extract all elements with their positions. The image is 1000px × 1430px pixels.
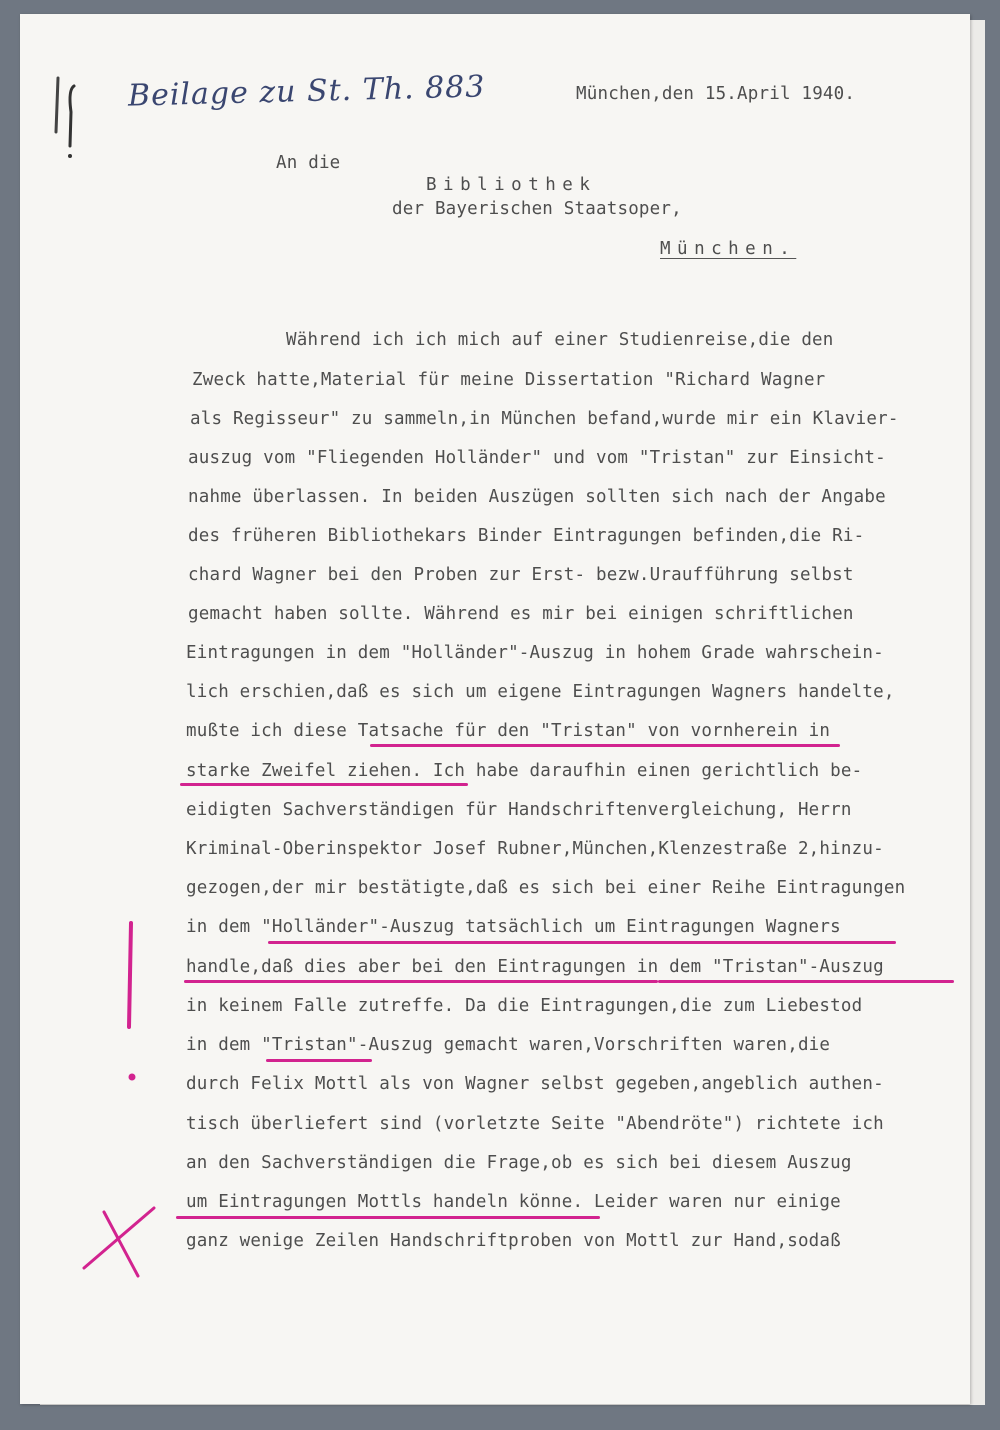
exclamation-mark [116, 919, 146, 1099]
body-line: um Eintragungen Mottls handeln könne. Leider waren nur einige [186, 1192, 841, 1212]
body-line: lich erschien,daß es sich um eigene Eintragungen Wagners handelte, [186, 682, 895, 702]
body-line: chard Wagner bei den Proben zur Erst- bezw.Uraufführung selbst [188, 565, 854, 585]
body-line: tisch überliefert sind (vorletzte Seite "Abendröte") richtete ich [186, 1114, 884, 1134]
highlight-underline [266, 1059, 372, 1062]
letter-page [20, 14, 970, 1404]
highlight-underline [184, 980, 658, 983]
highlight-underline [176, 1216, 600, 1219]
recipient-line-3: der Bayerischen Staatsoper, [392, 199, 682, 219]
body-line: als Regisseur" zu sammeln,in München befand,wurde mir ein Klavier- [190, 409, 899, 429]
body-line: mußte ich diese Tatsache für den "Tristan" von vornherein in [186, 721, 831, 741]
body-line: Während ich ich mich auf einer Studienreise,die den [286, 330, 834, 350]
body-line: ganz wenige Zeilen Handschriftproben von Mottl zur Hand,sodaß [186, 1231, 841, 1251]
date-line: München,den 15.April 1940. [576, 84, 856, 104]
body-line: des früheren Bibliothekars Binder Eintragungen befinden,die Ri- [188, 526, 865, 546]
bracket-mark [48, 72, 88, 172]
recipient-line-4: München. [660, 239, 797, 259]
body-line: eidigten Sachverständigen für Handschriftenvergleichung, Herrn [186, 800, 852, 820]
body-line: handle,daß dies aber bei den Eintragungen in dem "Tristan"-Auszug [186, 957, 884, 977]
recipient-line-1: An die [276, 153, 341, 173]
body-line: gezogen,der mir bestätigte,daß es sich bei einer Reihe Eintragungen [186, 878, 906, 898]
body-line: Kriminal-Oberinspektor Josef Rubner,München,Klenzestraße 2,hinzu- [186, 839, 884, 859]
body-line: starke Zweifel ziehen. Ich habe daraufhin einen gerichtlich be- [186, 761, 863, 781]
highlight-underline [370, 744, 840, 747]
body-line: in dem "Tristan"-Auszug gemacht waren,Vorschriften waren,die [186, 1035, 831, 1055]
highlight-underline [180, 783, 468, 786]
body-line: in dem "Holländer"-Auszug tatsächlich um Eintragungen Wagners [186, 917, 841, 937]
body-line: Eintragungen in dem "Holländer"-Auszug in hohem Grade wahrschein- [186, 643, 884, 663]
body-line: nahme überlassen. In beiden Auszügen sollten sich nach der Angabe [188, 487, 886, 507]
body-line: Zweck hatte,Material für meine Dissertation "Richard Wagner [192, 370, 826, 390]
cross-mark [74, 1198, 164, 1288]
highlight-underline [268, 941, 896, 944]
body-line: in keinem Falle zutreffe. Da die Eintragungen,die zum Liebestod [186, 996, 863, 1016]
body-line: gemacht haben sollte. Während es mir bei einigen schriftlichen [188, 604, 854, 624]
body-line: auszug vom "Fliegenden Holländer" und vom "Tristan" zur Einsicht- [188, 448, 886, 468]
body-line: an den Sachverständigen die Frage,ob es sich bei diesem Auszug [186, 1153, 852, 1173]
recipient-line-2: Bibliothek [426, 175, 597, 195]
highlight-underline [658, 980, 954, 983]
body-line: durch Felix Mottl als von Wagner selbst gegeben,angeblich authen- [186, 1074, 884, 1094]
handwritten-note: Beilage zu St. Th. 883 [127, 69, 486, 114]
